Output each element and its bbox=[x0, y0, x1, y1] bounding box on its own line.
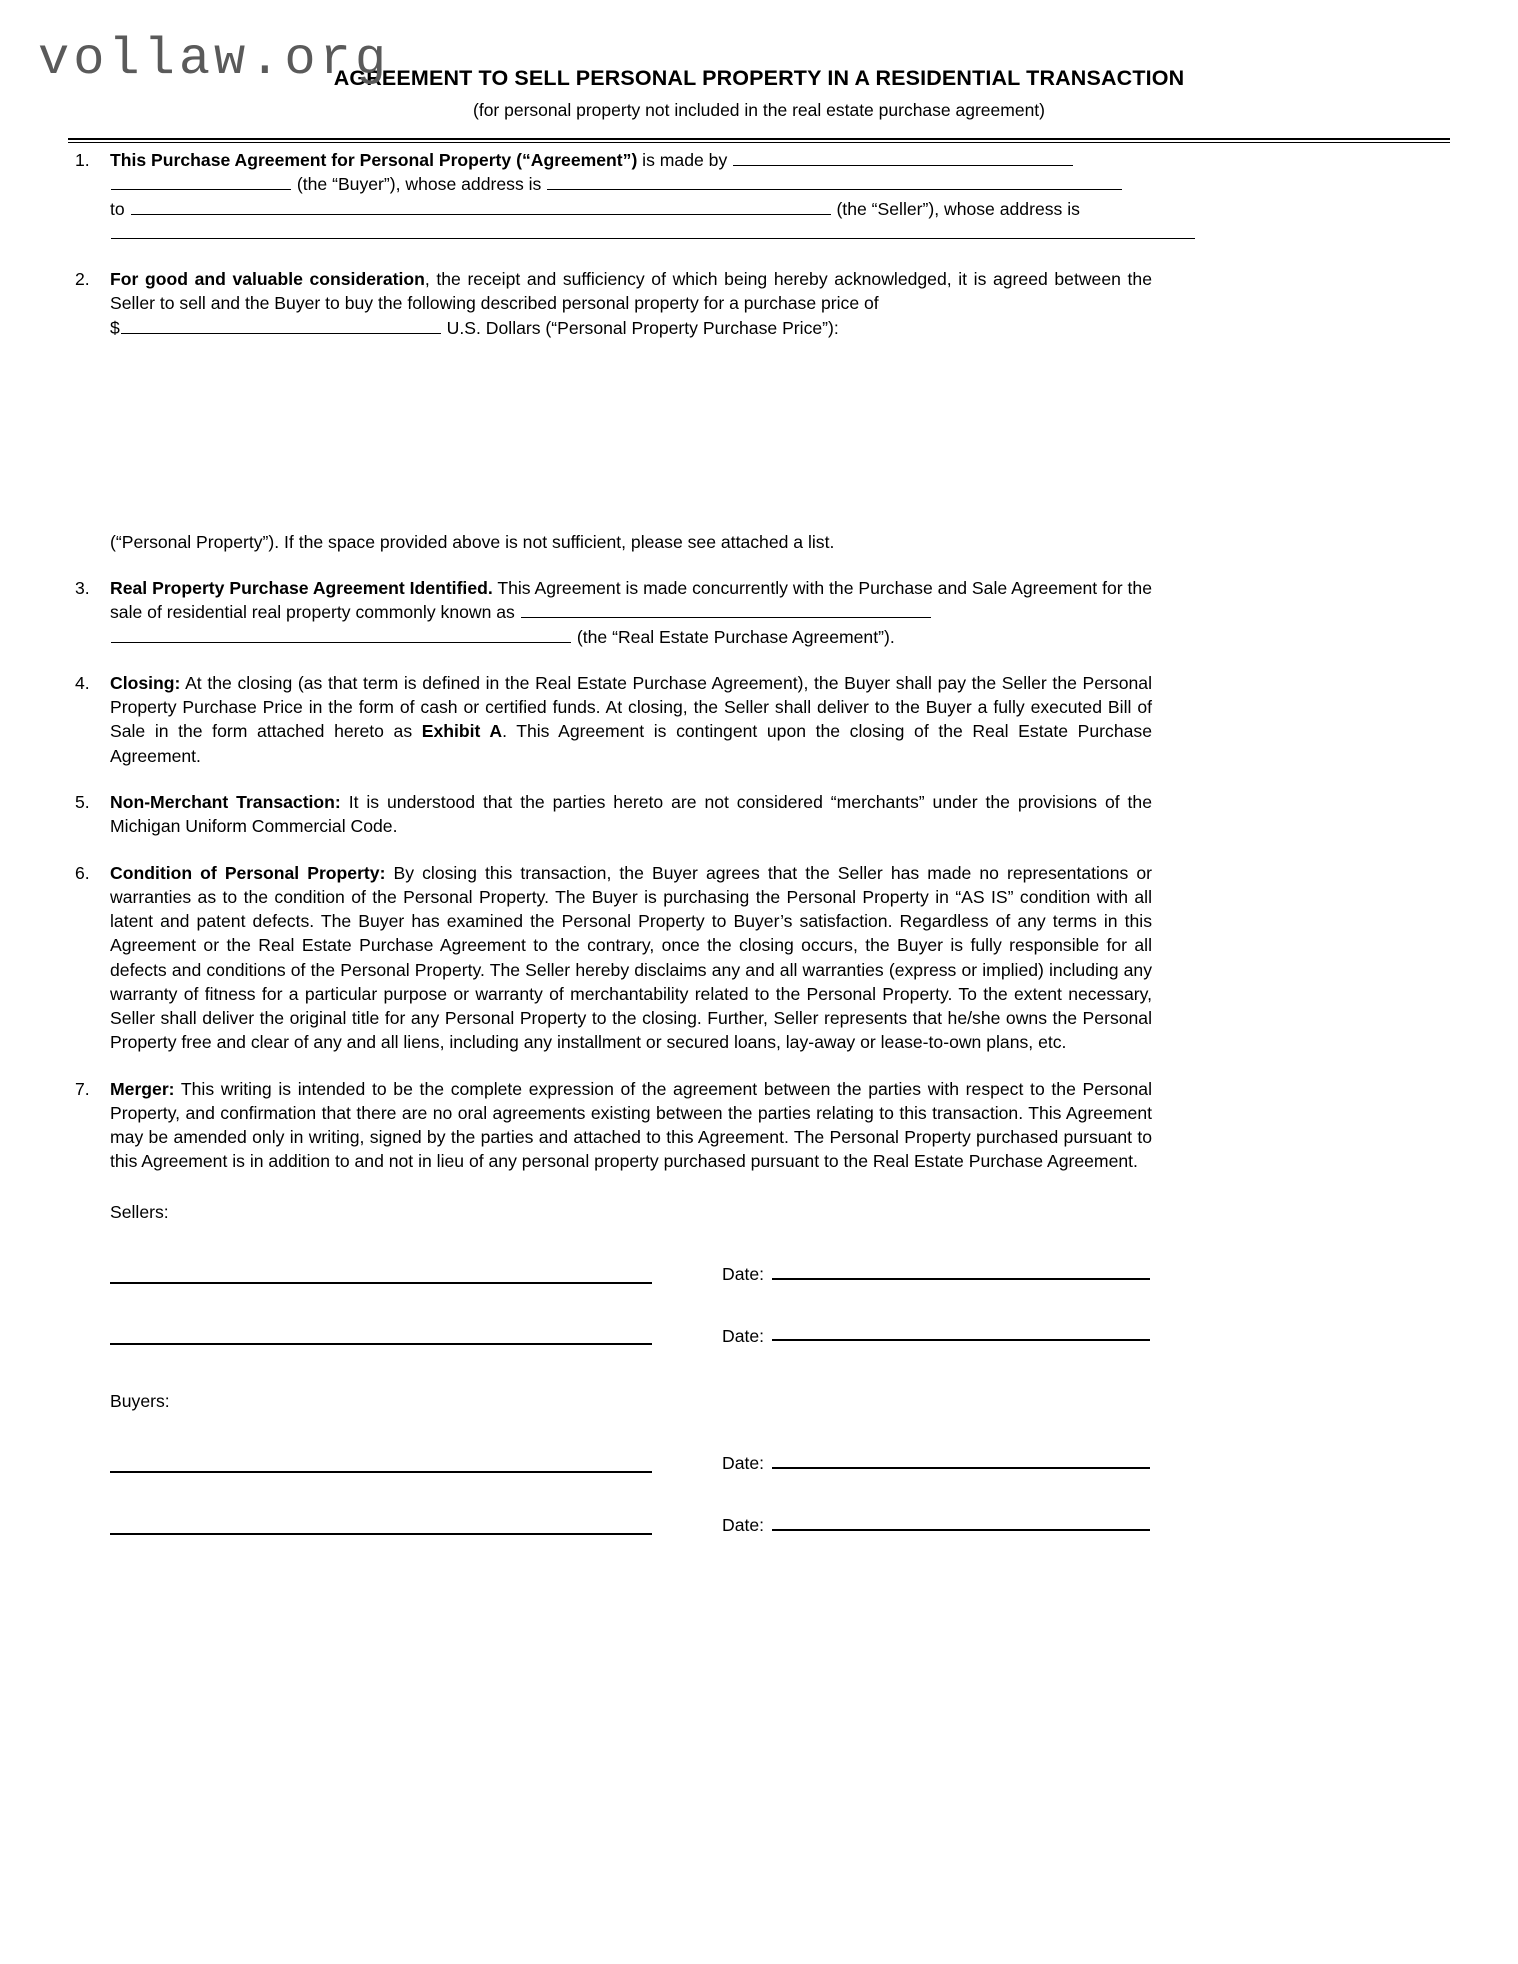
seller-signature-row-2 bbox=[68, 1325, 1152, 1346]
clause-2-text-1: , the receipt and sufficiency of which being hereby acknowledged, it is agreed between the Seller to sell and the Buyer to buy the following described personal property for a purchase price of bbox=[110, 269, 1152, 314]
clause-7-lead: Merger: bbox=[110, 1078, 175, 1099]
sellers-label: Sellers: bbox=[110, 1201, 169, 1222]
buyer-signature-line-1[interactable] bbox=[110, 1470, 652, 1473]
clause-4-text-2: . This Agreement is contingent upon the closing of the Real Estate Purchase Agreement. bbox=[110, 721, 1152, 766]
clause-4-number: 4. bbox=[75, 672, 90, 693]
clause-1 bbox=[68, 148, 1152, 245]
page-subtitle: (for personal property not included in the real estate purchase agreement) bbox=[473, 99, 1045, 120]
clause-3-text-1: This Agreement is made concurrently with the Purchase and Sale Agreement for the sale of residential real property commonly known as bbox=[110, 578, 1152, 623]
clause-6 bbox=[68, 861, 1152, 1055]
clause-3-text-2: (the “Real Estate Purchase Agreement”). bbox=[572, 626, 895, 647]
page-title: AGREEMENT TO SELL PERSONAL PROPERTY IN A RESIDENTIAL TRANSACTION bbox=[333, 66, 1185, 90]
clause-2-closing-row bbox=[68, 530, 1152, 554]
seller-date-1 bbox=[722, 1263, 1150, 1284]
header-divider bbox=[68, 138, 1450, 143]
buyer-date-line-2[interactable] bbox=[772, 1528, 1150, 1531]
clause-4-lead: Closing: bbox=[110, 672, 181, 693]
clause-3-body bbox=[110, 576, 1152, 649]
clause-5 bbox=[68, 790, 1152, 839]
buyer-signature-row-1 bbox=[68, 1455, 1152, 1473]
clause-1-text-3: to bbox=[110, 198, 130, 219]
clause-2-lead: For good and valuable consideration bbox=[110, 269, 425, 290]
clause-2 bbox=[68, 267, 1152, 340]
buyers-label: Buyers: bbox=[110, 1391, 170, 1412]
clause-6-text-1: By closing this transaction, the Buyer agrees that the Seller has made no representations or warranties as to the condition of the Personal Property. The Buyer is purchasing the Personal Property in “AS IS” condition with all latent and patent defects. The Buyer has examined the Personal Property to Buyer’s satisfaction. Regardless of any terms in this Agreement or the Real Estate Purchase Agreement to the contrary, once the closing occurs, the Buyer is fully responsible for all defects and conditions of the Personal Property. The Seller hereby disclaims any and all warranties (express or implied) including any warranty of fitness for a particular purpose or warranty of merchantability related to the Personal Property. To the extent necessary, Seller shall deliver the original title for any Personal Property to the closing. Further, Seller represents that he/she owns the Personal Property free and clear of any and all liens, including any installment or secured loans, lay-away or lease-to-own plans, etc. bbox=[110, 862, 1153, 1053]
seller-date-2 bbox=[722, 1325, 1150, 1346]
clause-1-text-2: (the “Buyer”), whose address is bbox=[292, 174, 547, 195]
document-body bbox=[68, 148, 1152, 1579]
buyer-date-2 bbox=[722, 1517, 1150, 1535]
clause-6-body bbox=[110, 861, 1152, 1055]
property-description-area bbox=[68, 344, 1152, 530]
clause-7 bbox=[68, 1077, 1152, 1174]
clause-6-lead: Condition of Personal Property: bbox=[110, 862, 386, 883]
watermark-vollaw: vollaw.org bbox=[38, 30, 391, 89]
buyer-signature-row-2 bbox=[68, 1517, 1152, 1535]
clause-7-text-1: This writing is intended to be the complete expression of the agreement between the parties with respect to the Personal Property, and confirmation that there are no oral agreements existing between the parties relating to this transaction. This Agreement may be amended only in writing, signed by the parties and attached to this Agreement. The Personal Property purchased pursuant to this Agreement is in addition to and not in lieu of any personal property purchased pursuant to the Real Estate Purchase Agreement. bbox=[110, 1078, 1152, 1172]
clause-5-lead: Non-Merchant Transaction: bbox=[110, 791, 341, 812]
seller-date-label-1: Date: bbox=[722, 1263, 765, 1284]
clause-5-text-1: It is understood that the parties hereto are not considered “merchants” under the provisions of the Michigan Uniform Commercial Code. bbox=[110, 791, 1152, 837]
clause-4 bbox=[68, 671, 1152, 768]
buyer-date-line-1[interactable] bbox=[772, 1466, 1150, 1469]
clause-2-text-2: U.S. Dollars (“Personal Property Purchase Price”): bbox=[441, 317, 839, 338]
buyer-name-blank-2[interactable] bbox=[111, 173, 291, 191]
clause-7-body bbox=[110, 1077, 1152, 1174]
buyer-date-label-1: Date: bbox=[722, 1453, 765, 1474]
clause-3-number: 3. bbox=[75, 578, 90, 599]
property-write-in-space[interactable] bbox=[110, 344, 1152, 530]
clause-4-body bbox=[110, 671, 1152, 768]
buyer-signature-line-2[interactable] bbox=[110, 1532, 652, 1535]
clause-4-text-1: At the closing (as that term is defined in the Real Estate Purchase Agreement), the Buyer shall pay the Seller the Personal Property Purchase Price in the form of cash or certified funds. At closing, the Seller shall deliver to the Buyer a fully executed Bill of Sale in the form attached hereto as bbox=[110, 672, 1152, 742]
seller-date-label-2: Date: bbox=[722, 1325, 765, 1346]
clause-7-number: 7. bbox=[75, 1078, 90, 1099]
clause-1-number: 1. bbox=[75, 150, 90, 170]
signature-block bbox=[68, 1200, 1152, 1535]
seller-name-blank[interactable] bbox=[131, 197, 831, 215]
clause-5-number: 5. bbox=[75, 791, 90, 812]
seller-date-line-2[interactable] bbox=[772, 1338, 1150, 1341]
seller-signature-line-2[interactable] bbox=[110, 1342, 652, 1345]
real-property-address-blank-2[interactable] bbox=[111, 625, 571, 643]
buyer-address-blank[interactable] bbox=[547, 173, 1122, 191]
real-property-address-blank[interactable] bbox=[521, 601, 931, 619]
buyer-date-1 bbox=[722, 1455, 1150, 1473]
clause-4-exhibit-ref: Exhibit A bbox=[421, 721, 503, 742]
clause-1-lead: This Purchase Agreement for Personal Property (“Agreement”) bbox=[110, 150, 638, 170]
clause-2-number: 2. bbox=[75, 269, 90, 290]
buyer-date-label-2: Date: bbox=[722, 1515, 765, 1536]
buyer-name-blank[interactable] bbox=[733, 148, 1073, 166]
seller-date-line-1[interactable] bbox=[772, 1277, 1150, 1280]
clause-2-body bbox=[110, 267, 1152, 340]
clause-3 bbox=[68, 576, 1152, 649]
clause-5-body bbox=[110, 790, 1152, 839]
clause-2-closing: (“Personal Property”). If the space provided above is not sufficient, please see attached a list. bbox=[110, 531, 835, 552]
clause-1-text-1: is made by bbox=[637, 150, 733, 170]
dollar-sign: $ bbox=[110, 317, 120, 338]
purchase-price-blank[interactable] bbox=[121, 316, 441, 334]
clause-1-text-4: (the “Seller”), whose address is bbox=[831, 198, 1080, 219]
clause-6-number: 6. bbox=[75, 862, 90, 883]
clause-1-body bbox=[110, 148, 1196, 245]
seller-address-blank[interactable] bbox=[111, 221, 1195, 239]
clause-3-lead: Real Property Purchase Agreement Identified. bbox=[110, 578, 493, 599]
seller-signature-row-1 bbox=[68, 1263, 1152, 1284]
seller-signature-line-1[interactable] bbox=[110, 1281, 652, 1284]
